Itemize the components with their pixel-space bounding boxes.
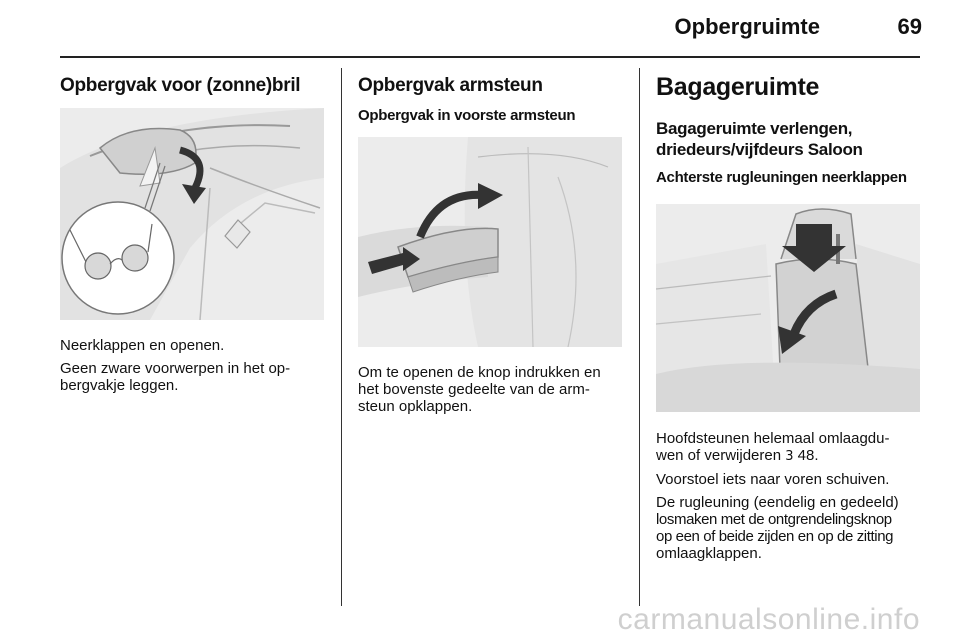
paragraph-release-line3: op een of beide zijden en op de zitting <box>656 528 894 545</box>
column-divider-2 <box>639 68 640 606</box>
paragraph-no-heavy-line1: Geen zware voorwerpen in het op- <box>60 360 291 377</box>
section-heading-luggage: Bagageruimte <box>656 73 820 101</box>
watermark: carmanualsonline.info <box>617 603 920 636</box>
paragraph-open-line2: het bovenste gedeelte van de arm- <box>358 381 590 398</box>
column-sunglasses-holder <box>60 75 330 97</box>
paragraph-release-line4: omlaagklappen. <box>656 545 762 562</box>
paragraph-release-line1: De rugleuning (eendelig en gedeeld) <box>656 494 899 511</box>
page-number: 69 <box>897 14 922 39</box>
paragraph-open-line1: Om te openen de knop indrukken en <box>358 364 601 381</box>
column1-body <box>60 337 330 394</box>
subheading-extend-line1: Bagageruimte verlengen, <box>656 119 853 138</box>
paragraph-headrests-line1: Hoofdsteunen helemaal omlaagdu- <box>656 430 890 447</box>
subheading-front-armrest: Opbergvak in voorste armsteun <box>358 107 576 124</box>
paragraph-fold-open: Neerklappen en openen. <box>60 337 225 354</box>
paragraph-headrests-line2: wen of verwijderen 3 48. <box>656 447 819 464</box>
paragraph-front-seat: Voorstoel iets naar voren schuiven. <box>656 471 890 488</box>
subsubheading-fold-rear: Achterste rugleuningen neerklappen <box>656 169 907 186</box>
page-ref-icon: 3 <box>785 449 794 464</box>
column-armrest-storage <box>358 75 628 124</box>
column2-body <box>358 364 633 415</box>
section-heading-armrest: Opbergvak armsteun <box>358 75 543 96</box>
page-header-title: Opbergruimte <box>674 14 820 39</box>
subheading-extend-line2: driedeurs/vijfdeurs Saloon <box>656 140 863 159</box>
paragraph-open-line3: steun opklappen. <box>358 398 473 415</box>
column-luggage-space <box>656 73 931 186</box>
paragraph-release-line2: losmaken met de ontgrendelingsknop <box>656 511 892 528</box>
figure-sunglasses-holder <box>60 108 324 320</box>
paragraph-no-heavy-line2: bergvakje leggen. <box>60 377 179 394</box>
column3-body <box>656 430 931 562</box>
header-rule <box>60 56 920 58</box>
figure-rear-seat-fold <box>656 204 920 412</box>
section-heading-sunglasses: Opbergvak voor (zonne)bril <box>60 75 301 96</box>
figure-front-armrest <box>358 137 622 347</box>
column-divider-1 <box>341 68 342 606</box>
